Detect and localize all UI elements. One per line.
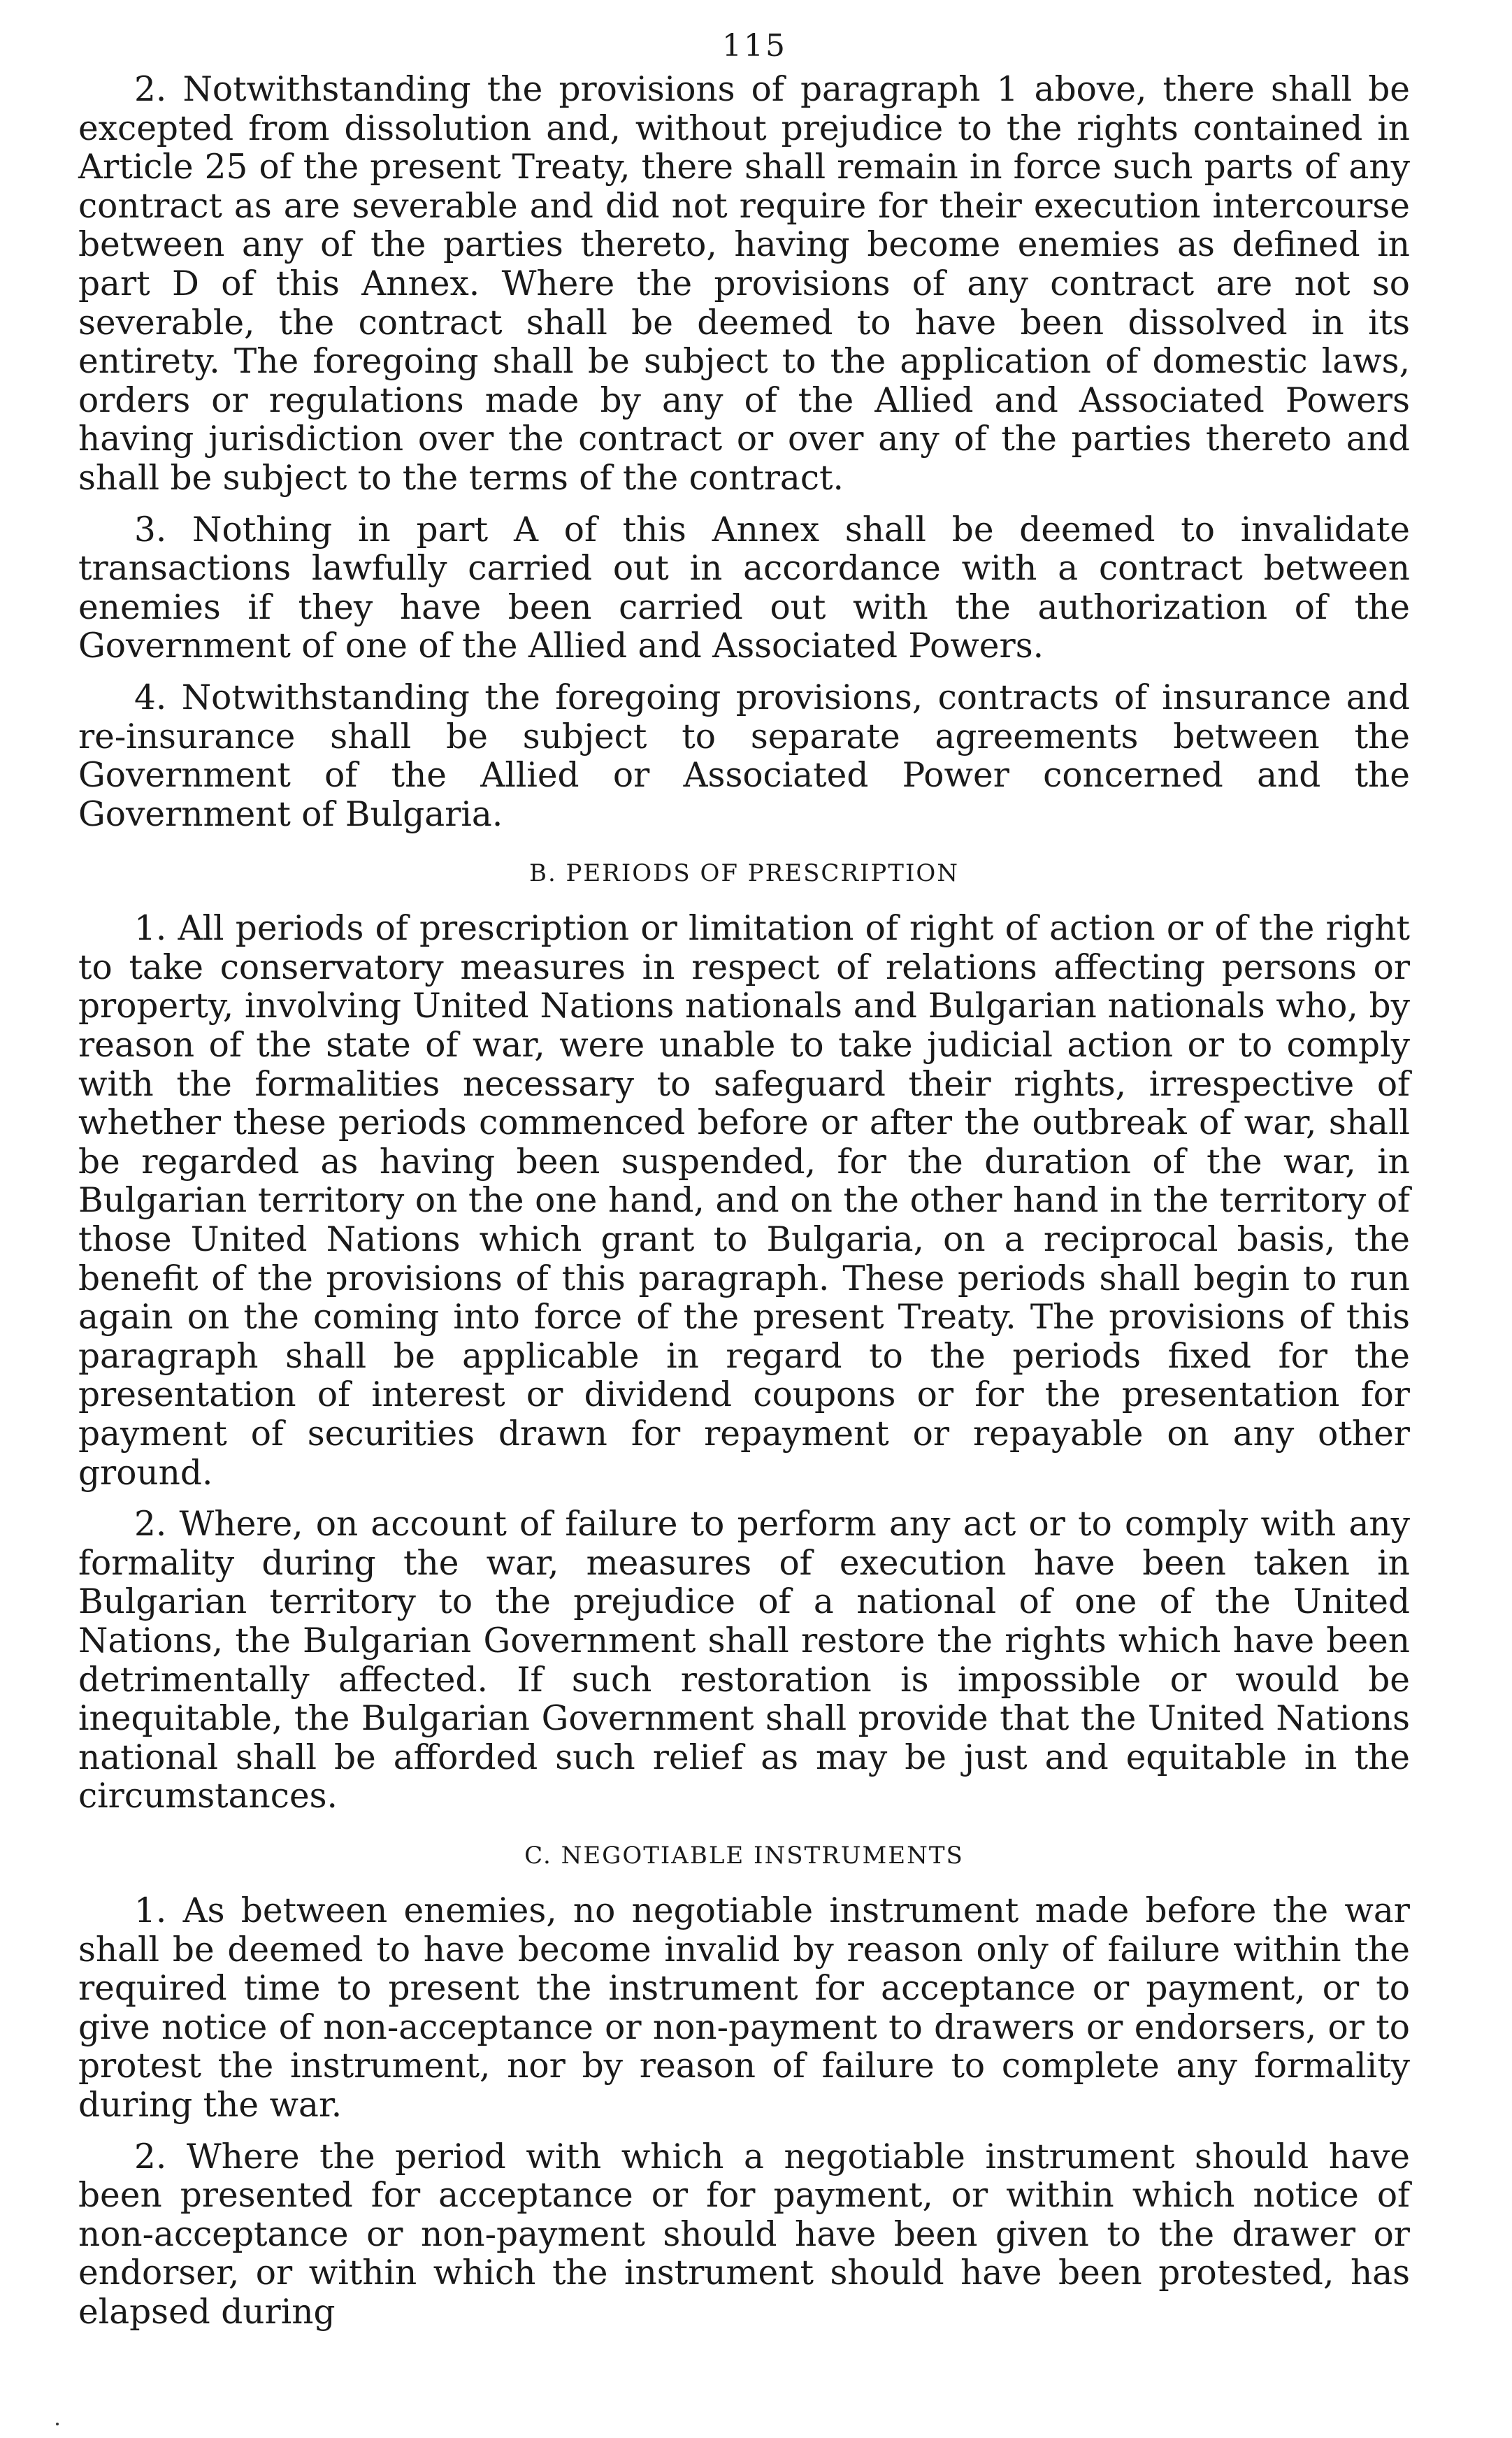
page-number: 115 bbox=[722, 28, 787, 64]
document-page bbox=[78, 28, 1410, 2344]
section-a-paragraph-3: 3. Nothing in part A of this Annex shall be deemed to invalidate transactions lawfully carried out in accordance with a contract between enemies if they have been carried out with the authorization of the Government of one of the Allied and Associated Powers. bbox=[78, 510, 1410, 666]
section-b-heading: B. PERIODS OF PRESCRIPTION bbox=[528, 859, 960, 888]
scan-speck bbox=[56, 2423, 59, 2425]
section-a-paragraph-2: 2. Notwithstanding the provisions of paragraph 1 above, there shall be excepted from dissolution and, without prejudice to the rights contained in Article 25 of the present Treaty, there shall remain in force such parts of any contract as are severable and did not require for their execution intercourse between any of the parties thereto, having become enemies as defined in part D of this Annex. Where the provisions of any contract are not so severable, the contract shall be deemed to have been dissolved in its entirety. The foregoing shall be subject to the application of domestic laws, orders or regulations made by any of the Allied and Associated Powers having jurisdiction over the contract or over any of the parties thereto and shall be subject to the terms of the contract. bbox=[78, 70, 1410, 498]
section-c-heading: C. NEGOTIABLE INSTRUMENTS bbox=[524, 1841, 964, 1870]
section-a-paragraph-4: 4. Notwithstanding the foregoing provisions, contracts of insurance and re-insurance shall be subject to separate agreements between the Government of the Allied or Associated Power concerned and the Government of Bulgaria. bbox=[78, 677, 1410, 834]
section-c-paragraph-2: 2. Where the period with which a negotiable instrument should have been presented for acceptance or for payment, or within which notice of non-acceptance or non-payment should have been given to the drawer or endorser, or within which the instrument should have been protested, has elapsed during bbox=[78, 2137, 1410, 2332]
section-b-paragraph-2: 2. Where, on account of failure to perform any act or to comply with any formality during the war, measures of execution have been taken in Bulgarian territory to the prejudice of a national of one of the United Nations, the Bulgarian Government shall restore the rights which have been detrimentally affected. If such restoration is impossible or would be inequitable, the Bulgarian Government shall provide that the United Nations national shall be afforded such relief as may be just and equitable in the circumstances. bbox=[78, 1505, 1410, 1816]
section-c-paragraph-1: 1. As between enemies, no negotiable instrument made before the war shall be deemed to have become invalid by reason only of failure within the required time to present the instrument for acceptance or payment, or to give notice of non-acceptance or non-payment to drawers or endorsers, or to protest the instrument, nor by reason of failure to complete any formality during the war. bbox=[78, 1891, 1410, 2125]
section-b-paragraph-1: 1. All periods of prescription or limitation of right of action or of the right to take conservatory measures in respect of relations affecting persons or property, involving United Nations nationals and Bulgarian nationals who, by reason of the state of war, were unable to take judicial action or to comply with the formalities necessary to safeguard their rights, irrespective of whether these periods commenced before or after the outbreak of war, shall be regarded as having been suspended, for the duration of the war, in Bulgarian territory on the one hand, and on the other hand in the territory of those United Nations which grant to Bulgaria, on a reciprocal basis, the benefit of the provisions of this paragraph. These periods shall begin to run again on the coming into force of the present Treaty. The provisions of this paragraph shall be applicable in regard to the periods fixed for the presentation of interest or dividend coupons or for the presentation for payment of securities drawn for repayment or repayable on any other ground. bbox=[78, 909, 1410, 1493]
